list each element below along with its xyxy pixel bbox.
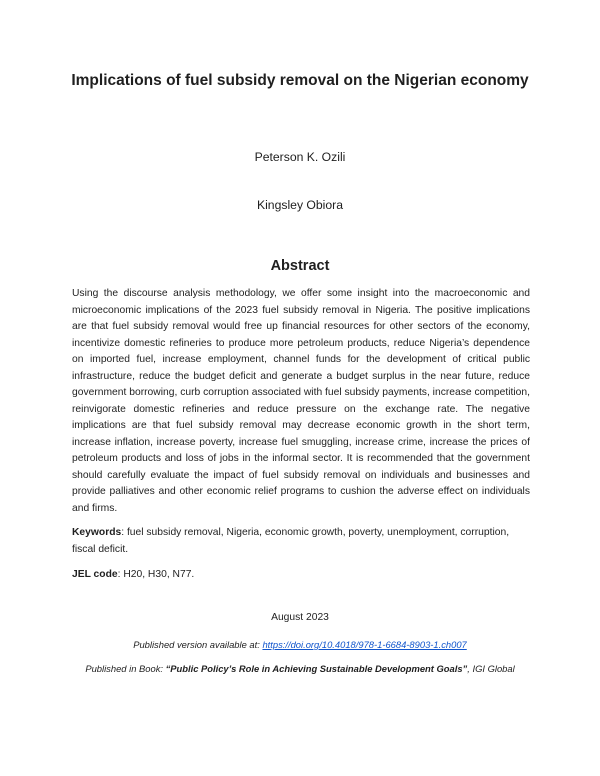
doi-link[interactable]: https://doi.org/10.4018/978-1-6684-8903-1.ch007 [262, 639, 467, 650]
publisher-suffix: , IGI Global [467, 663, 515, 674]
keywords-text: : fuel subsidy removal, Nigeria, economic growth, poverty, unemployment, corruption, fiscal deficit. [72, 527, 510, 555]
jel-code-line [72, 567, 530, 584]
author-name: Kingsley Obiora [256, 198, 344, 212]
book-title: “Public Policy’s Role in Achieving Sustainable Development Goals” [165, 663, 468, 674]
publication-date: August 2023 [271, 612, 329, 623]
abstract-text: Using the discourse analysis methodology, we offer some insight into the macroeconomic and microeconomic implications of the 2023 fuel subsidy removal in Nigeria. The positive implications are that fuel subsidy removal would free up financial resources for other sectors of the economy, incentivize domestic refineries to produce more petroleum products, reduce Nigeria’s dependence on imported fuel, increase employment, channel funds for the development of critical public infrastructure, reduce the budget deficit and generate a budget surplus in the near future, reduce government borrowing, curb corruption associated with fuel subsidy payments, increase competition, reinvigorate domestic refineries and reduce pressure on the exchange rate. The negative implications are that fuel subsidy removal may decrease economic growth in the short term, increase inflation, increase poverty, increase fuel smuggling, increase crime, increase the prices of petroleum products and loss of jobs in the informal sector. It is recommended that the government should carefully evaluate the impact of fuel subsidy removal on individuals and businesses and provide palliatives and other economic relief programs to cushion the adverse effect on individuals and firms. [72, 288, 530, 514]
published-book-line [0, 663, 600, 674]
published-book-prefix: Published in Book: [85, 663, 166, 674]
published-version-line [0, 639, 600, 650]
jel-code-text: : H20, H30, N77. [117, 569, 195, 580]
keywords-line [72, 525, 530, 558]
author-name: Peterson K. Ozili [254, 150, 346, 164]
published-version-prefix: Published version available at: [133, 639, 263, 650]
abstract-heading: Abstract [270, 258, 330, 274]
paper-title: Implications of fuel subsidy removal on the Nigerian economy [71, 72, 529, 89]
jel-code-label: JEL code [72, 569, 118, 580]
keywords-label: Keywords [72, 527, 122, 538]
